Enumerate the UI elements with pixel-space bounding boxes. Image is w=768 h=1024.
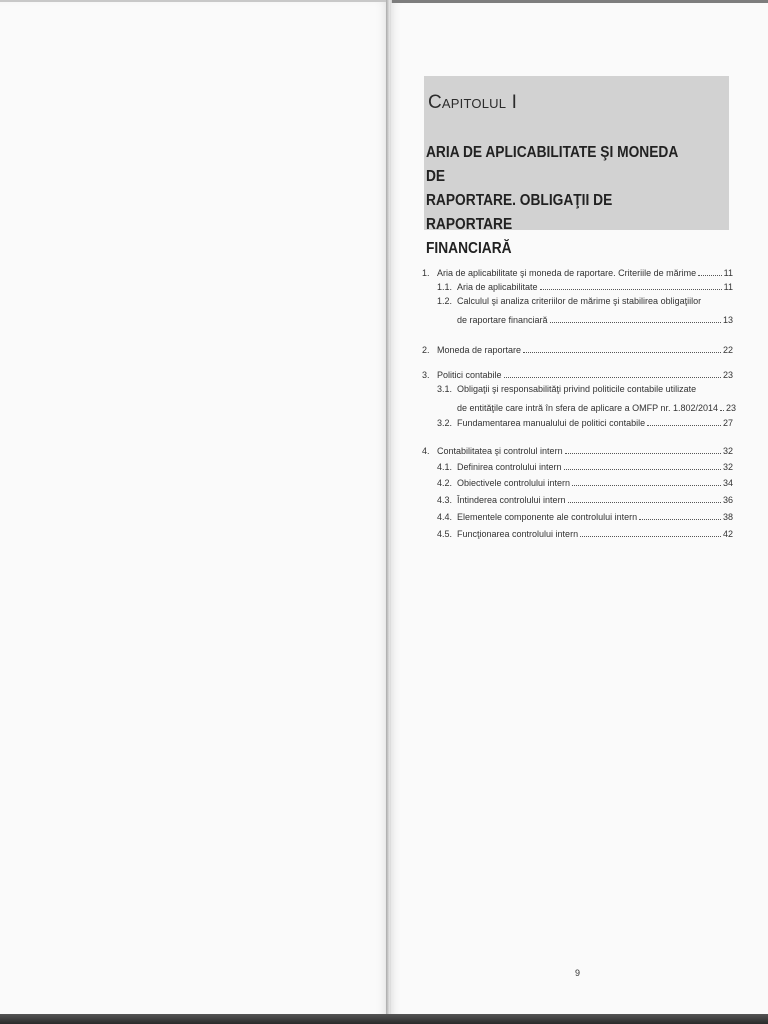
toc-entry[interactable] (422, 368, 733, 380)
toc-entry[interactable] (437, 476, 733, 488)
toc-entry-title: Definirea controlului intern (457, 462, 562, 472)
toc-entry-number: 1.2. (437, 296, 453, 306)
toc-entry-page: 11 (723, 282, 733, 292)
toc-entry-continuation[interactable] (457, 313, 733, 325)
toc-entry-title: Moneda de raportare (437, 345, 522, 355)
toc-entry-number: 4.4. (437, 512, 453, 522)
toc-leader-dots (550, 322, 721, 323)
toc-entry-page: 32 (722, 462, 733, 472)
toc-entry-page: 23 (726, 403, 737, 413)
toc-entry-page: 27 (722, 418, 733, 428)
toc-entry[interactable] (437, 280, 733, 292)
chapter-title (426, 141, 680, 261)
toc-entry[interactable] (422, 343, 733, 355)
toc-entry-title: Obligaţii şi responsabilităţi privind politicile contabile utilizate (457, 384, 697, 394)
chapter-title-line: RAPORTARE. OBLIGAŢII DE RAPORTARE (426, 192, 613, 233)
toc-entry-title-cont: de entităţile care intră în sfera de aplicare a OMFP nr. 1.802/2014 (457, 403, 718, 413)
toc-entry-title: Contabilitatea şi controlul intern (437, 446, 563, 456)
toc-entry-title: Funcţionarea controlului intern (457, 529, 579, 539)
toc-entry-page: 42 (722, 529, 733, 539)
toc-entry-title-cont: de raportare financiară (457, 315, 548, 325)
toc-leader-dots (580, 536, 721, 537)
chapter-title-line: FINANCIARĂ (426, 240, 512, 257)
toc-entry-page: 36 (722, 495, 733, 505)
toc-entry-number: 2. (422, 345, 430, 355)
toc-leader-dots (540, 289, 722, 290)
toc-entry-title: Fundamentarea manualului de politici contabile (457, 418, 646, 428)
toc-entry-number: 1.1. (437, 282, 453, 292)
toc-leader-dots (698, 275, 722, 276)
toc-leader-dots (639, 519, 721, 520)
toc-entry[interactable] (437, 527, 733, 539)
toc-entry-page: 34 (722, 478, 733, 488)
toc-entry-number: 4.5. (437, 529, 453, 539)
toc-entry-title: Politici contabile (437, 370, 502, 380)
toc-entry-number: 3.2. (437, 418, 453, 428)
toc-entry-continuation[interactable] (457, 401, 737, 413)
toc-entry-page: 23 (722, 370, 733, 380)
toc-entry-title: Aria de aplicabilitate (457, 282, 538, 292)
toc-leader-dots (565, 453, 721, 454)
toc-entry[interactable] (437, 460, 733, 472)
toc-entry-page: 32 (722, 446, 733, 456)
toc-entry-number: 4.2. (437, 478, 453, 488)
toc-entry-title: Elementele componente ale controlului intern (457, 512, 638, 522)
toc-leader-dots (504, 377, 721, 378)
toc-entry-number: 3.1. (437, 384, 453, 394)
toc-entry-number: 4.3. (437, 495, 453, 505)
toc-entry[interactable] (422, 266, 733, 278)
toc-leader-dots (720, 410, 724, 411)
toc-entry-title: Întinderea controlului intern (457, 495, 566, 505)
toc-entry-number: 4. (422, 446, 430, 456)
toc-entry-title: Aria de aplicabilitate şi moneda de raportare. Criteriile de mărime (437, 268, 697, 278)
page-number: 9 (575, 968, 581, 978)
toc-entry-page: 11 (723, 268, 733, 278)
toc-leader-dots (568, 502, 721, 503)
toc-entry-page: 22 (722, 345, 733, 355)
toc-entry[interactable] (437, 510, 733, 522)
bottom-edge (0, 1014, 768, 1024)
toc-leader-dots (647, 425, 721, 426)
toc-entry[interactable] (422, 444, 733, 456)
toc-entry[interactable] (437, 296, 701, 306)
chapter-title-line: ARIA DE APLICABILITATE ŞI MONEDA DE (426, 144, 678, 185)
toc-leader-dots (564, 469, 721, 470)
toc-entry-title: Obiectivele controlului intern (457, 478, 571, 488)
toc-entry-page: 13 (722, 315, 733, 325)
toc-entry[interactable] (437, 416, 733, 428)
toc-entry-number: 3. (422, 370, 430, 380)
toc-leader-dots (572, 485, 721, 486)
toc-entry[interactable] (437, 384, 696, 394)
toc-leader-dots (523, 352, 721, 353)
toc-entry-title: Calculul şi analiza criteriilor de mărime şi stabilirea obligaţiilor (457, 296, 702, 306)
toc-entry-number: 4.1. (437, 462, 453, 472)
toc-entry[interactable] (437, 493, 733, 505)
chapter-label: Capitolul I (428, 92, 518, 113)
toc-entry-page: 38 (722, 512, 733, 522)
toc-entry-number: 1. (422, 268, 430, 278)
